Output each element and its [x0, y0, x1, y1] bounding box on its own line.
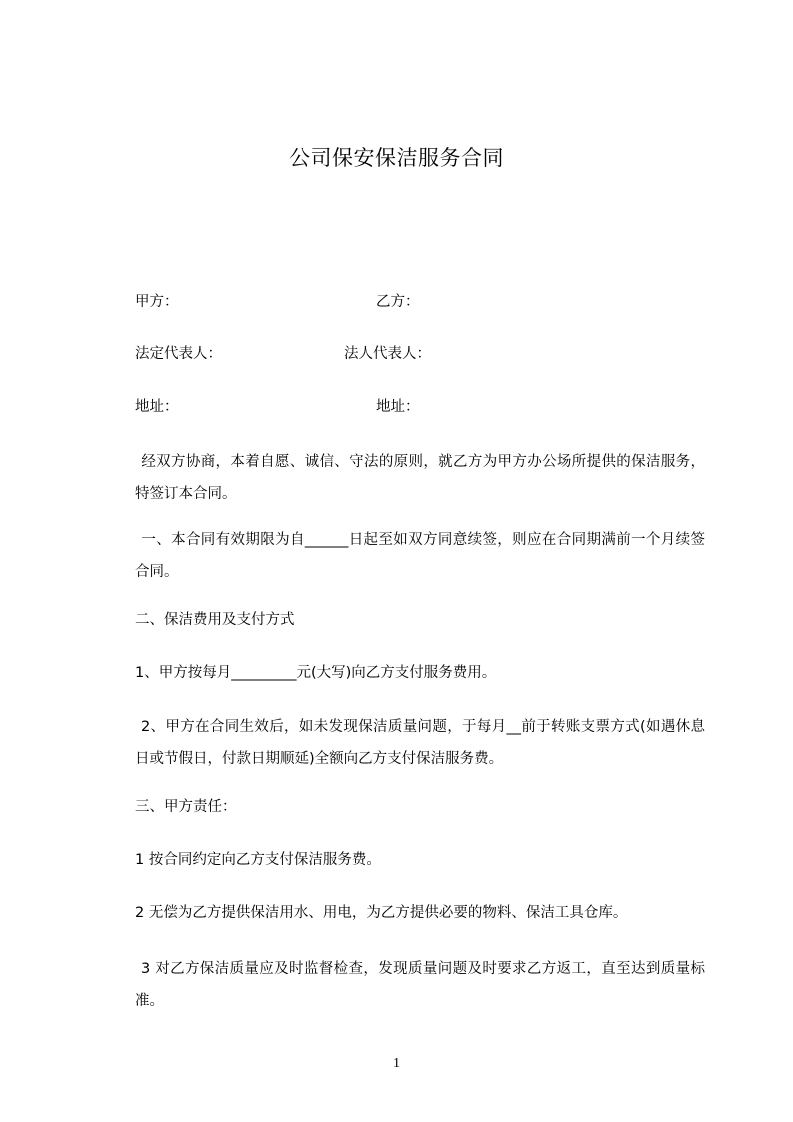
- legal-rep-a-label: 法定代表人：: [135, 346, 222, 362]
- party-a-label: 甲方：: [135, 294, 179, 310]
- clause-3-3-paragraph: 3 对乙方保洁质量应及时监督检查，发现质量问题及时要求乙方返工，直至达到质量标准。: [135, 961, 705, 1009]
- clause-3-2: 2 无偿为乙方提供保洁用水、用电，为乙方提供必要的物料、保洁工具仓库。: [135, 905, 628, 921]
- clause-1-paragraph: 一、本合同有效期限为自______日起至如双方同意续签，则应在合同期满前一个月续签合同。: [135, 532, 705, 580]
- clause-2-2-paragraph: 2、甲方在合同生效后，如未发现保洁质量问题，于每月__前于转账支票方式(如遇休息日或节假日，付款日期顺延)全额向乙方支付保洁服务费。: [135, 719, 705, 767]
- legal-rep-b-label: 法人代表人：: [344, 346, 431, 362]
- party-b-label: 乙方：: [376, 294, 420, 310]
- clause-2-heading: 二、保洁费用及支付方式: [135, 612, 295, 628]
- clause-2-1: 1、甲方按每月_________元(大写)向乙方支付服务费用。: [135, 665, 497, 681]
- address-a-label: 地址：: [135, 399, 179, 415]
- address-b-label: 地址：: [376, 399, 420, 415]
- document-title: 公司保安保洁服务合同: [289, 146, 504, 170]
- clause-3-1: 1 按合同约定向乙方支付保洁服务费。: [135, 852, 381, 868]
- page-number: 1: [393, 1056, 400, 1071]
- clause-3-heading: 三、甲方责任：: [135, 799, 237, 815]
- intro-paragraph: 经双方协商，本着自愿、诚信、守法的原则，就乙方为甲方办公场所提供的保洁服务，特签订本合同。: [135, 454, 705, 502]
